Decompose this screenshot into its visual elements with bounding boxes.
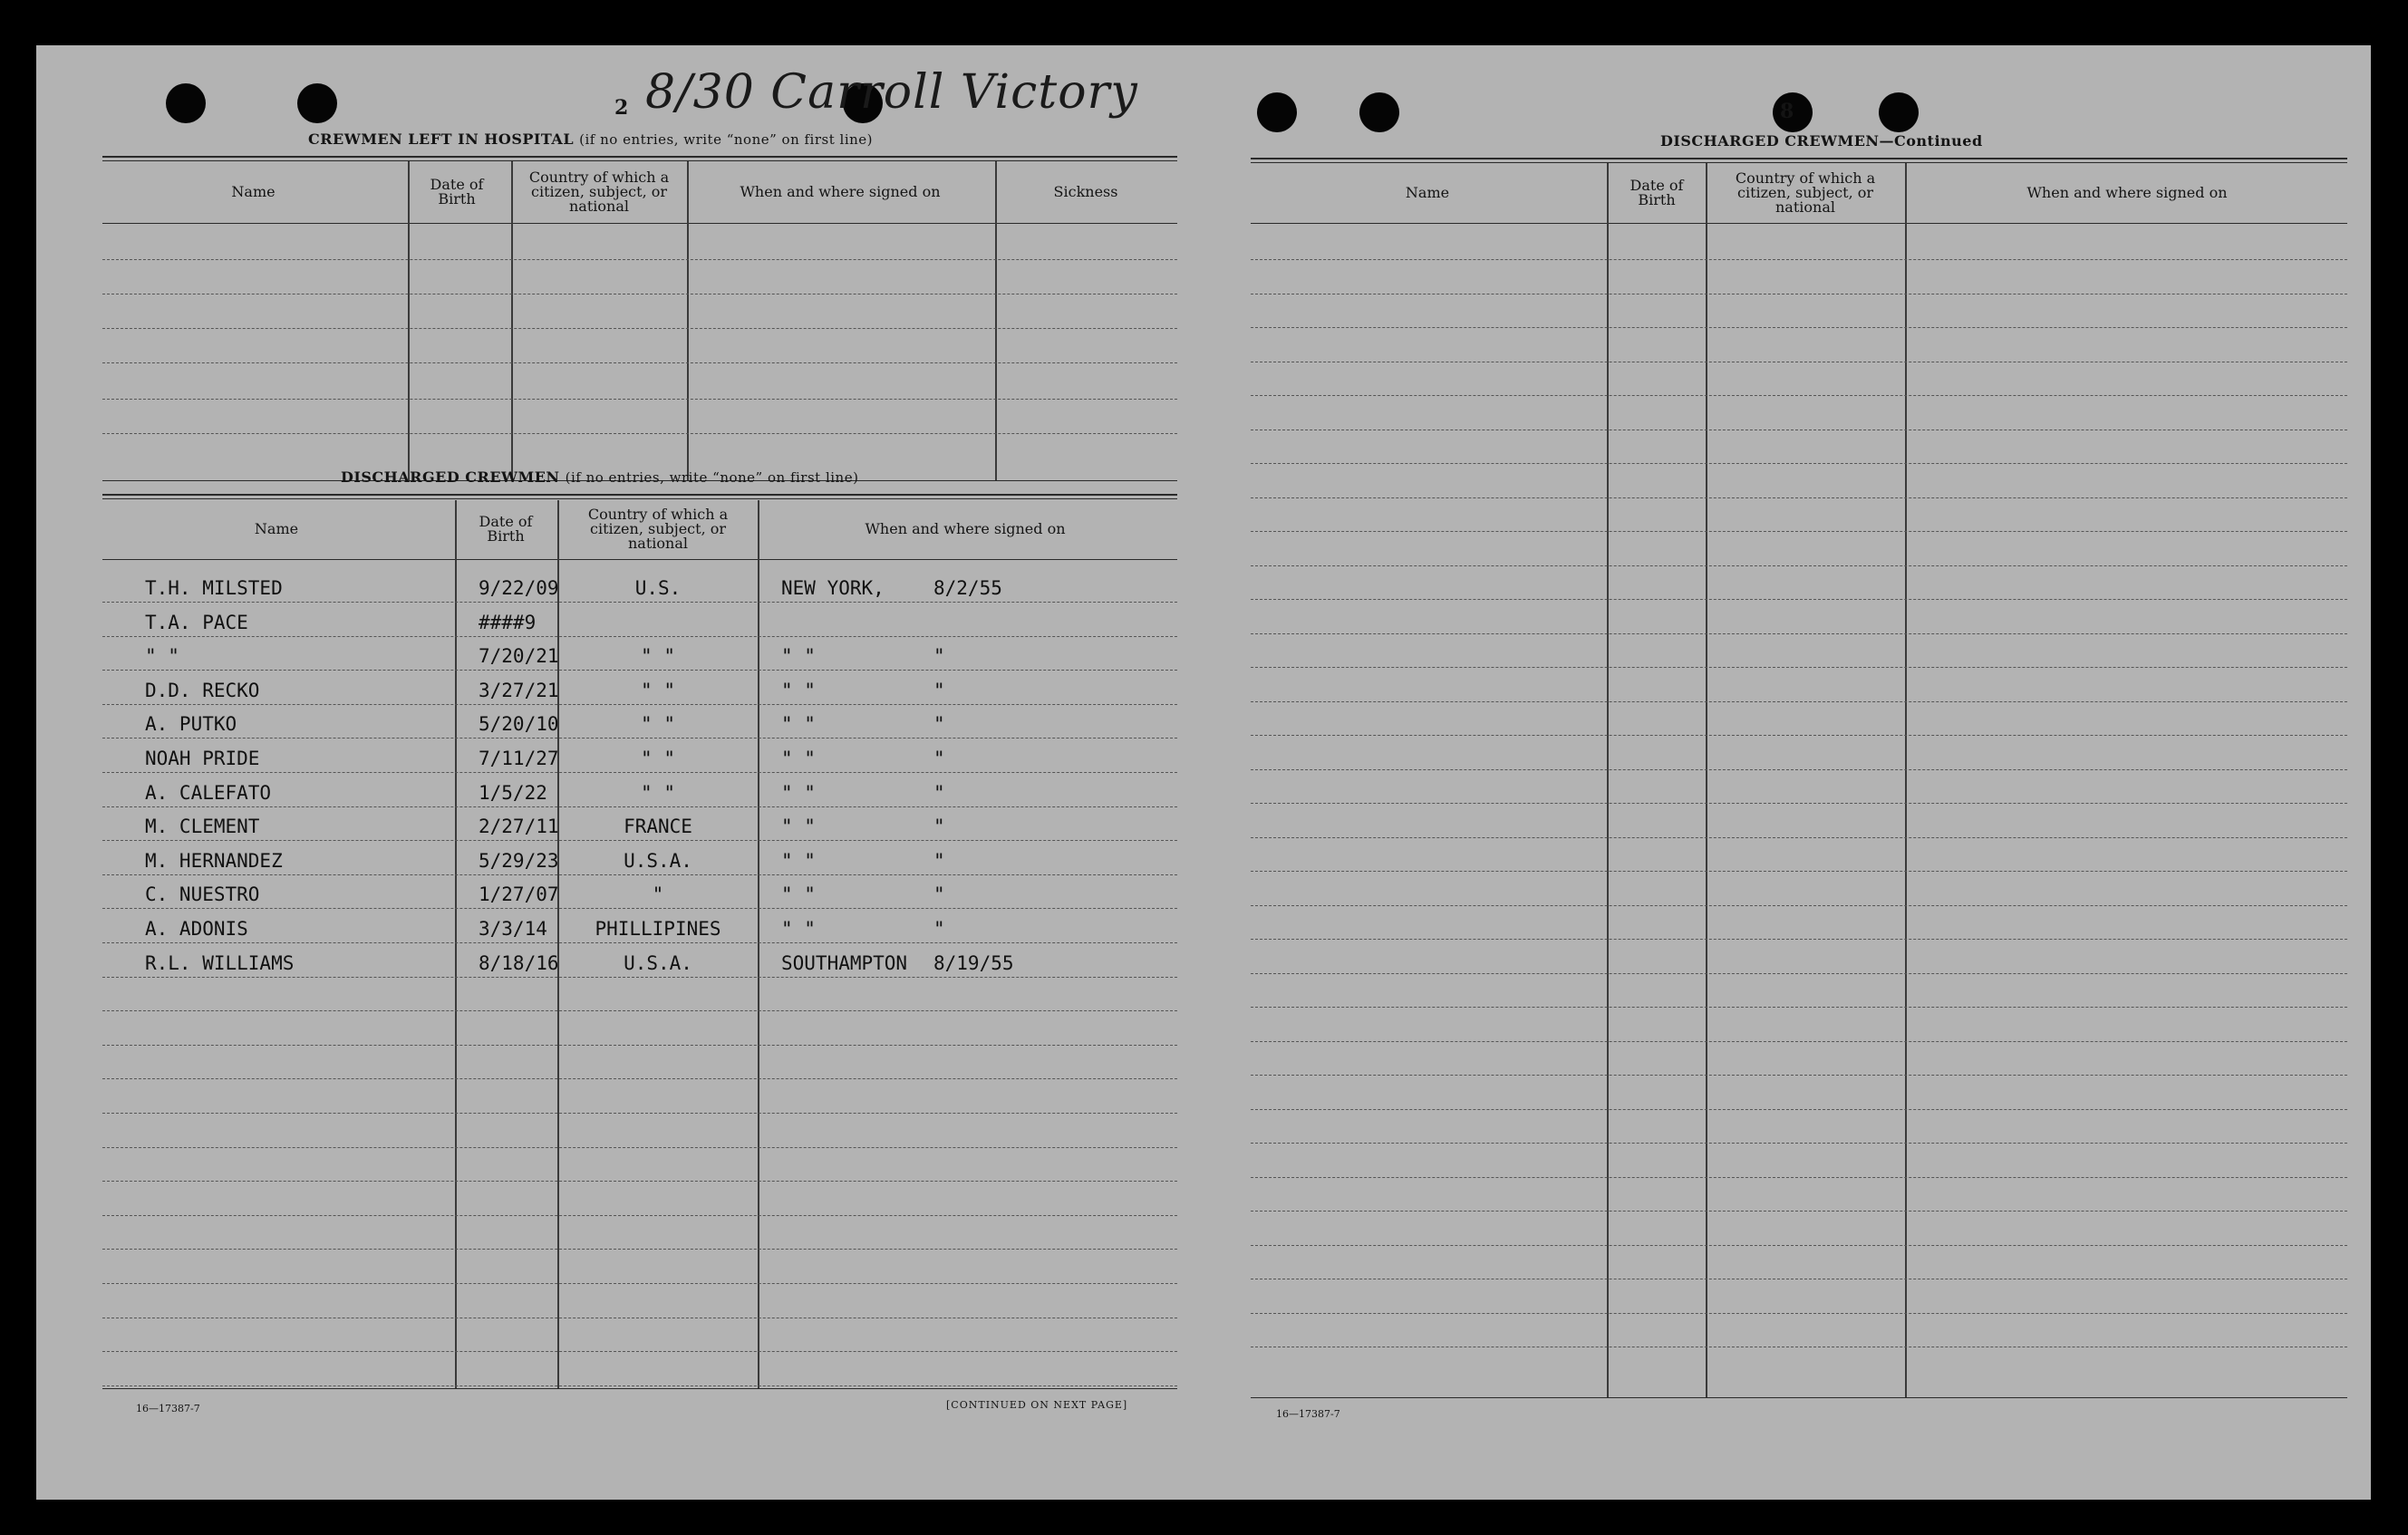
column-divider xyxy=(455,500,457,1388)
row-date: " xyxy=(933,782,945,804)
row-place: NEW YORK, xyxy=(781,577,885,599)
row-place: " " xyxy=(781,645,816,667)
entry-line xyxy=(102,874,1177,875)
top-rule xyxy=(102,494,1177,496)
entry-line xyxy=(102,1351,1177,1352)
row-date: " xyxy=(933,645,945,667)
entry-line xyxy=(1251,1143,2347,1144)
row-name: M. CLEMENT xyxy=(145,816,260,837)
column-divider xyxy=(1905,163,1907,1397)
row-place: " " xyxy=(781,713,816,735)
row-dob: 5/29/23 xyxy=(479,850,559,872)
entry-line xyxy=(102,399,1177,400)
column-header-country: Country of which a citizen, subject, or national xyxy=(528,169,670,215)
entry-line xyxy=(102,362,1177,363)
column-header-dob: Date of Birth xyxy=(1630,177,1684,208)
row-place: " " xyxy=(781,883,816,905)
punch-hole xyxy=(166,83,206,123)
hospital-section-title: CREWMEN LEFT IN HOSPITAL (if no entries, write “none” on first line) xyxy=(308,130,873,148)
entry-line xyxy=(102,1249,1177,1250)
column-header-signed-on: When and where signed on xyxy=(2026,184,2228,201)
row-dob: 9/22/09 xyxy=(479,577,559,599)
row-country: " " xyxy=(641,645,675,667)
punch-hole xyxy=(297,83,337,123)
row-country: U.S.A. xyxy=(624,952,692,974)
row-name: M. HERNANDEZ xyxy=(145,850,283,872)
entry-line xyxy=(1251,939,2347,940)
entry-line xyxy=(102,1385,1177,1386)
row-dob: 3/3/14 xyxy=(479,918,547,940)
entry-line xyxy=(1251,259,2347,260)
row-country: " " xyxy=(641,680,675,701)
column-divider xyxy=(1706,163,1707,1397)
row-name: " " xyxy=(145,645,179,667)
row-place: " " xyxy=(781,850,816,872)
continued-section-title: DISCHARGED CREWMEN—Continued xyxy=(1660,132,1983,150)
entry-line xyxy=(1251,395,2347,396)
entry-line xyxy=(102,1045,1177,1046)
entry-line xyxy=(1251,871,2347,872)
punch-hole xyxy=(1879,92,1919,132)
column-header-country: Country of which a citizen, subject, or national xyxy=(1735,169,1876,216)
column-header-dob: Date of Birth xyxy=(430,176,484,208)
entry-line xyxy=(1251,667,2347,668)
row-dob: 5/20/10 xyxy=(479,713,559,735)
column-header-name: Name xyxy=(254,520,299,537)
entry-line xyxy=(102,840,1177,841)
row-date: " xyxy=(933,816,945,837)
entry-line xyxy=(1251,463,2347,464)
left-page xyxy=(36,45,1214,1500)
entry-line xyxy=(1251,565,2347,566)
entry-line xyxy=(102,977,1177,978)
row-place: SOUTHAMPTON xyxy=(781,952,908,974)
entry-line xyxy=(102,806,1177,807)
entry-line xyxy=(1251,497,2347,498)
discharged-section-title: DISCHARGED CREWMEN (if no entries, write “none” on first line) xyxy=(341,468,859,486)
row-name: T.A. PACE xyxy=(145,612,248,633)
row-place: " " xyxy=(781,680,816,701)
header-rule xyxy=(102,559,1177,560)
row-date: " xyxy=(933,883,945,905)
entry-line xyxy=(102,433,1177,434)
entry-line xyxy=(1251,735,2347,736)
row-date: " xyxy=(933,748,945,769)
entry-line xyxy=(1251,837,2347,838)
entry-line xyxy=(102,908,1177,909)
entry-line xyxy=(102,1147,1177,1148)
entry-line xyxy=(1251,1075,2347,1076)
entry-line xyxy=(102,1113,1177,1114)
row-name: R.L. WILLIAMS xyxy=(145,952,295,974)
entry-line xyxy=(102,670,1177,671)
entry-line xyxy=(102,328,1177,329)
entry-line xyxy=(102,259,1177,260)
row-country: " xyxy=(652,883,664,905)
punch-hole xyxy=(1257,92,1297,132)
entry-line xyxy=(102,772,1177,773)
top-rule xyxy=(1251,158,2347,159)
column-header-signed-on: When and where signed on xyxy=(740,183,941,200)
column-header-country: Country of which a citizen, subject, or national xyxy=(587,506,729,552)
row-dob: 8/18/16 xyxy=(479,952,559,974)
page-number: 2 xyxy=(614,96,629,120)
entry-line xyxy=(102,602,1177,603)
column-header-signed-on: When and where signed on xyxy=(865,520,1066,537)
row-country: FRANCE xyxy=(624,816,692,837)
entry-line xyxy=(1251,905,2347,906)
column-header-dob: Date of Birth xyxy=(479,513,533,545)
row-country: " " xyxy=(641,748,675,769)
row-dob: 3/27/21 xyxy=(479,680,559,701)
row-dob: 2/27/11 xyxy=(479,816,559,837)
entry-line xyxy=(1251,1313,2347,1314)
column-header-name: Name xyxy=(231,183,276,200)
column-header-name: Name xyxy=(1405,184,1450,201)
entry-line xyxy=(102,942,1177,943)
column-header-sickness: Sickness xyxy=(1053,183,1118,200)
row-country: " " xyxy=(641,782,675,804)
row-dob: 1/5/22 xyxy=(479,782,547,804)
column-divider xyxy=(758,500,759,1388)
row-date: 8/19/55 xyxy=(933,952,1014,974)
top-rule xyxy=(102,498,1177,499)
handwritten-note: 8/30 Carroll Victory xyxy=(645,65,1138,120)
row-name: A. ADONIS xyxy=(145,918,248,940)
bottom-rule xyxy=(1251,1397,2347,1398)
page-number: 8 xyxy=(1780,100,1794,123)
entry-line xyxy=(102,1215,1177,1216)
row-place: " " xyxy=(781,748,816,769)
entry-line xyxy=(1251,701,2347,702)
entry-line xyxy=(1251,531,2347,532)
row-name: C. NUESTRO xyxy=(145,883,260,905)
row-dob: 7/20/21 xyxy=(479,645,559,667)
row-place: " " xyxy=(781,816,816,837)
entry-line xyxy=(1251,327,2347,328)
header-rule xyxy=(1251,223,2347,224)
row-date: " xyxy=(933,713,945,735)
entry-line xyxy=(102,704,1177,705)
row-dob: 7/11/27 xyxy=(479,748,559,769)
row-country: PHILLIPINES xyxy=(595,918,721,940)
form-number: 16—17387-7 xyxy=(136,1403,200,1414)
right-page xyxy=(1251,45,2371,1500)
entry-line xyxy=(102,1283,1177,1284)
top-rule xyxy=(102,160,1177,161)
entry-line xyxy=(102,1010,1177,1011)
row-name: A. CALEFATO xyxy=(145,782,272,804)
entry-line xyxy=(1251,1211,2347,1212)
row-date: " xyxy=(933,918,945,940)
row-dob: ####9 xyxy=(479,612,537,633)
entry-line xyxy=(1251,769,2347,770)
entry-line xyxy=(102,738,1177,739)
row-dob: 1/27/07 xyxy=(479,883,559,905)
entry-line xyxy=(102,1181,1177,1182)
header-rule xyxy=(102,223,1177,224)
row-country: U.S. xyxy=(634,577,682,599)
entry-line xyxy=(1251,599,2347,600)
entry-line xyxy=(1251,633,2347,634)
top-rule xyxy=(1251,162,2347,163)
document-sheet xyxy=(36,45,2371,1500)
entry-line xyxy=(1251,1041,2347,1042)
entry-line xyxy=(1251,1007,2347,1008)
row-name: A. PUTKO xyxy=(145,713,237,735)
row-name: NOAH PRIDE xyxy=(145,748,260,769)
row-date: " xyxy=(933,850,945,872)
entry-line xyxy=(102,1078,1177,1079)
row-place: " " xyxy=(781,918,816,940)
entry-line xyxy=(1251,973,2347,974)
row-name: T.H. MILSTED xyxy=(145,577,283,599)
row-country: U.S.A. xyxy=(624,850,692,872)
form-number: 16—17387-7 xyxy=(1276,1408,1340,1420)
top-rule xyxy=(102,156,1177,158)
row-date: 8/2/55 xyxy=(933,577,1002,599)
entry-line xyxy=(1251,1177,2347,1178)
row-date: " xyxy=(933,680,945,701)
bottom-rule xyxy=(102,1388,1177,1389)
column-divider xyxy=(1607,163,1609,1397)
entry-line xyxy=(102,636,1177,637)
entry-line xyxy=(1251,1245,2347,1246)
column-divider xyxy=(557,500,559,1388)
continued-note: [CONTINUED ON NEXT PAGE] xyxy=(946,1399,1128,1411)
row-name: D.D. RECKO xyxy=(145,680,260,701)
row-country: " " xyxy=(641,713,675,735)
punch-hole xyxy=(1359,92,1399,132)
entry-line xyxy=(1251,1109,2347,1110)
row-place: " " xyxy=(781,782,816,804)
entry-line xyxy=(1251,803,2347,804)
